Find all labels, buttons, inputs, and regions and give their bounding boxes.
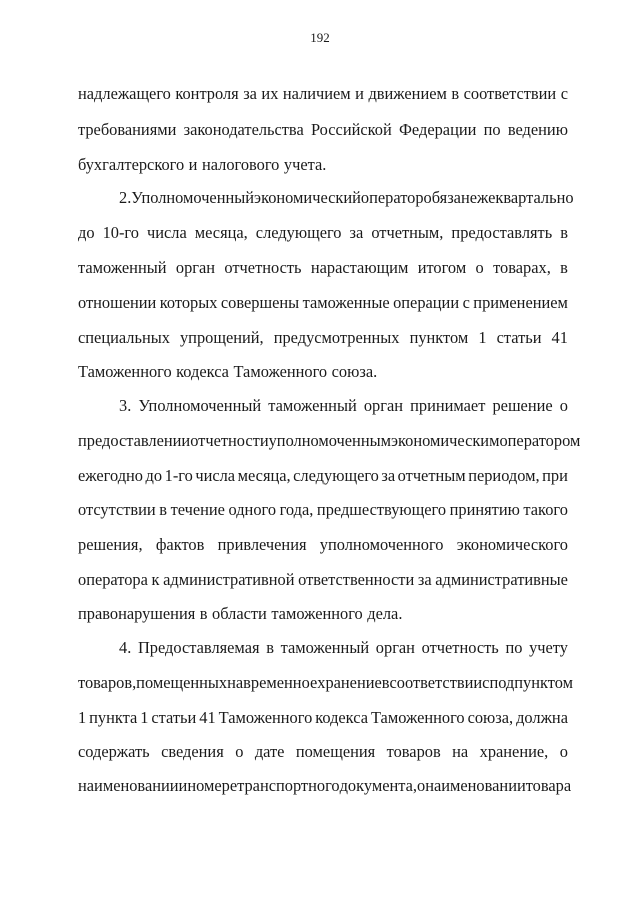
word: наименовании [78,776,179,795]
word: числа [146,223,187,242]
word: периодом, [468,466,540,485]
word: упрощений, [179,328,264,347]
text-line [78,83,568,105]
word: 1 [140,708,149,727]
word: 3. [119,396,132,415]
word: за [417,570,432,589]
word: числа [195,466,236,485]
word: сведения [161,742,224,761]
word: Таможенного [218,708,313,727]
word: решения, [78,535,143,554]
word: учета. [283,155,327,174]
word: за [243,84,257,103]
word: статьи [151,708,197,727]
word: номере [187,776,238,795]
word: таможенный [268,396,357,415]
word: экономического [456,535,568,554]
text-line [78,499,568,521]
word: экономический [254,188,361,207]
word: о [416,776,426,795]
text-line [78,257,568,279]
word: на [452,742,469,761]
word: отчетность [224,258,302,277]
word: документа, [339,776,417,795]
word: специальных [78,328,170,347]
text-line [78,222,568,244]
word: и [355,84,364,103]
word: орган [363,396,404,415]
word: следующего [255,223,342,242]
word: таможенного [271,604,363,623]
word: решение [492,396,553,415]
word: с [560,84,568,103]
word: месяца, [237,466,291,485]
text-line [78,741,568,763]
word: 4. [119,638,132,657]
word: дате [254,742,285,761]
word: предусмотренных [273,328,400,347]
text-line [78,361,568,383]
word: кодекса [315,708,368,727]
word: учету [529,638,568,657]
word: ведению [507,120,568,139]
word: 1 [478,328,487,347]
word: правонарушения [78,604,196,623]
word: такого [523,500,568,519]
word: оператор [360,188,424,207]
word: уполномоченного [319,535,444,554]
word: помещения [295,742,376,761]
word: следующего [293,466,379,485]
word: пункта [89,708,138,727]
word: 2. [119,188,132,207]
word: орган [375,638,415,657]
word: временное [243,673,318,692]
word: о [559,742,568,761]
word: товаров, [78,673,137,692]
word: о [235,742,244,761]
word: пунктом [409,328,469,347]
word: соответствии [463,84,557,103]
word: ответственности [298,570,415,589]
word: месяца, [194,223,248,242]
word: области [212,604,267,623]
word: дела. [367,604,403,623]
word: хранение [317,673,382,692]
word: орган [175,258,216,277]
word: до [145,466,163,485]
word: по [505,638,523,657]
word: совершены [220,293,300,312]
word: Таможенного [233,362,328,381]
text-line [78,534,568,556]
word: законодательства [183,120,304,139]
word: отсутствии [78,500,156,519]
word: 10-го [102,223,139,242]
word: отчетным, [371,223,444,242]
word: течение [170,500,225,519]
word: движением [368,84,447,103]
text-line [78,672,573,694]
word: ежегодно [78,466,144,485]
word: с [482,673,490,692]
word: в [266,638,274,657]
word: таможенные [302,293,390,312]
text-line [78,430,581,452]
word: в [159,500,167,519]
word: Уполномоченный [138,396,262,415]
word: 41 [199,708,216,727]
word: в [560,223,568,242]
word: наличием [282,84,351,103]
word: статьи [496,328,542,347]
word: наименовании [425,776,526,795]
word: 41 [551,328,568,347]
word: в [560,258,568,277]
word: предшествующего [316,500,447,519]
word: административной [163,570,295,589]
word: отношении [78,293,157,312]
word: по [483,120,501,139]
word: применением [473,293,568,312]
word: обязан [423,188,470,207]
word: товарах, [493,258,551,277]
word: должна [516,708,568,727]
word: ежеквартально [469,188,574,207]
word: года, [279,500,314,519]
word: уполномоченным [268,431,391,450]
word: 1-го [164,466,193,485]
text-line [78,119,568,141]
word: с [462,293,470,312]
text-line [78,603,568,625]
word: за [349,223,364,242]
word: и [188,155,198,174]
word: операции [393,293,460,312]
word: до [78,223,95,242]
word: бухгалтерского [78,155,185,174]
word: требованиями [78,120,177,139]
word: одного [228,500,277,519]
word: о [559,396,568,415]
word: за [381,466,396,485]
word: в [381,673,390,692]
word: нарастающим [310,258,409,277]
word: товара [525,776,572,795]
word: их [261,84,279,103]
word: Таможенного [78,362,172,381]
word: предоставлять [451,223,553,242]
text-line [119,637,568,659]
word: фактов [155,535,205,554]
word: Таможенного [370,708,465,727]
word: налогового [201,155,280,174]
word: отчетности [190,431,269,450]
word: итогом [417,258,467,277]
word: кодекса [176,362,229,381]
word: Уполномоченный [131,188,255,207]
word: отчетным [397,466,466,485]
word: содержать [78,742,150,761]
text-line [78,707,568,729]
word: административные [435,570,568,589]
word: союза. [331,362,378,381]
word: товаров [386,742,441,761]
text-line [78,569,568,591]
word: в [199,604,208,623]
word: принятию [449,500,520,519]
word: к [151,570,160,589]
text-line [78,775,572,797]
word: отчетность [421,638,499,657]
word: оператора [78,570,148,589]
word: таможенный [78,258,167,277]
word: в [451,84,460,103]
word: которых [159,293,218,312]
word: хранение, [479,742,549,761]
word: о [475,258,484,277]
word: предоставлении [78,431,191,450]
text-line [78,154,568,176]
word: экономическим [390,431,500,450]
text-line [119,187,574,209]
word: привлечения [217,535,307,554]
word: 1 [78,708,87,727]
word: при [542,466,568,485]
word: оператором [499,431,581,450]
text-line [78,292,568,314]
word: и [178,776,188,795]
word: помещенных [136,673,228,692]
word: на [227,673,244,692]
word: союза, [467,708,514,727]
word: Предоставляемая [137,638,260,657]
text-line [78,465,568,487]
word: транспортного [237,776,340,795]
word: таможенный [280,638,370,657]
word: принимает [410,396,486,415]
word: контроля [175,84,239,103]
word: надлежащего [78,84,171,103]
word: Российской [310,120,392,139]
word: соответствии [389,673,483,692]
text-line [119,395,568,417]
page-number: 192 [310,30,330,45]
word: Федерации [398,120,477,139]
text-line [78,327,568,349]
word: подпунктом [489,673,573,692]
